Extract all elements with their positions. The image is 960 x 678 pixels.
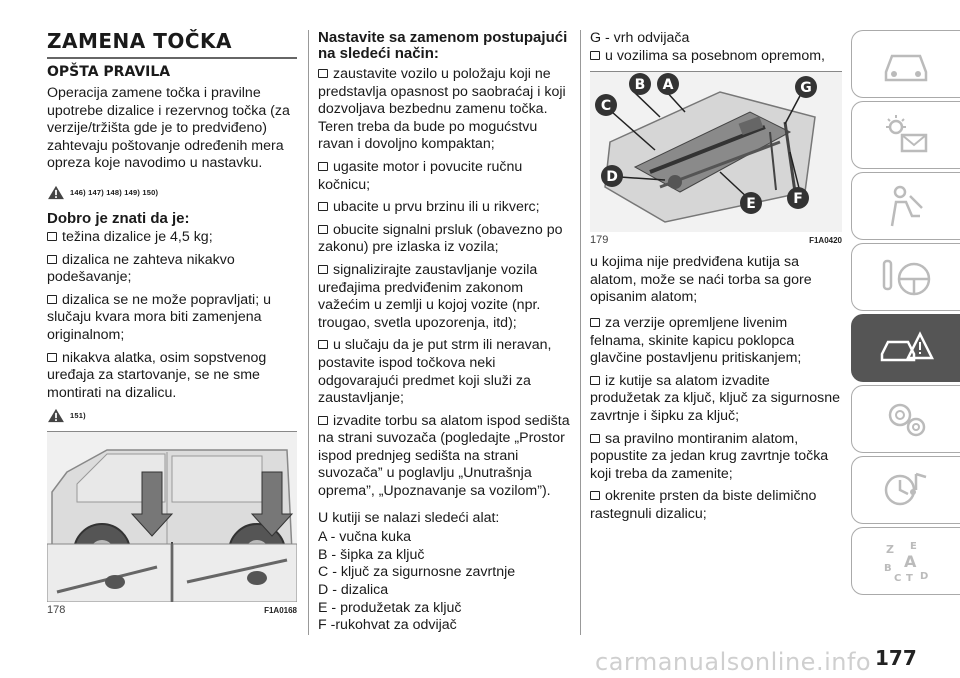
tool-kit-illustration xyxy=(590,72,842,232)
svg-text:F: F xyxy=(793,191,803,208)
figure-179 xyxy=(590,71,842,231)
tool-item: B - šipka za ključ xyxy=(318,546,425,563)
title-divider xyxy=(47,57,297,59)
list-item: za verzije opremljene livenim felnama, skinite kapicu poklopca glavčine postavljenu pritiskanjem; xyxy=(590,314,802,367)
column-divider xyxy=(308,30,309,635)
list-item: sa pravilno montiranim alatom, popustite za jedan krug zavrtnje točka koji treba da zamenite; xyxy=(590,430,829,482)
list-item: zaustavite vozilo u položaju koji ne predstavlja opasnost po saobraćaj i koji dozvoljava bezbednu zamenu točka. Teren treba da bude po mogućstvu ravan i dovoljno kompaktan; xyxy=(318,66,566,153)
page-number: 177 xyxy=(875,646,917,670)
left-column xyxy=(47,30,297,616)
list-item: nikakva alatka, osim sopstvenog uređaja za startovanje, se ne sme montirati na dizalicu. xyxy=(47,349,267,401)
good-to-know-heading: Dobro je znati da je: xyxy=(47,209,190,227)
list-item: iz kutije sa alatom izvadite produžetak za ključ, ključ za sigurnosne zavrtnje i šipku za ključ; xyxy=(590,372,840,424)
svg-text:T: T xyxy=(906,573,913,584)
bullet-icon xyxy=(590,491,600,500)
callout-label-e xyxy=(740,192,762,214)
list-item: okrenite prsten da biste delimično rastegnuli dizalicu; xyxy=(590,488,817,522)
maintenance-icon xyxy=(878,395,934,443)
warning-refs: 146) 147) 148) 149) 150) xyxy=(70,187,159,197)
figure-code: F1A0420 xyxy=(809,235,842,245)
svg-text:C: C xyxy=(894,573,902,584)
bullet-icon xyxy=(318,69,328,78)
list-item: u vozilima sa posebnom opremom, xyxy=(590,48,842,66)
car-dashboard-icon xyxy=(878,40,934,88)
warning-lights-icon xyxy=(878,111,934,159)
svg-text:E: E xyxy=(910,541,917,552)
figure-code: F1A0168 xyxy=(264,605,297,615)
svg-text:B: B xyxy=(884,563,892,574)
list-item: težina dizalice je 4,5 kg; xyxy=(47,229,297,247)
warning-refs: 151) xyxy=(70,411,86,421)
chapter-tabs xyxy=(851,30,960,598)
body-paragraph: u kojima nije predviđena kutija sa alatom, može se naći torba sa gore opisanim alatom; xyxy=(590,254,812,306)
tab-emergency[interactable] xyxy=(851,314,960,382)
list-item: ugasite motor i povucite ručnu kočnicu; xyxy=(318,158,523,193)
tool-item: G - vrh odvijača xyxy=(590,30,690,46)
index-icon xyxy=(878,537,934,585)
svg-text:C: C xyxy=(600,98,612,115)
figure-caption xyxy=(590,234,842,246)
warning-reference xyxy=(47,408,297,423)
watermark: carmanualsonline.info xyxy=(595,648,872,676)
svg-text:E: E xyxy=(746,196,756,213)
bullet-icon xyxy=(47,353,57,362)
bullet-icon xyxy=(318,202,328,211)
bullet-icon xyxy=(318,162,328,171)
tab-safety[interactable] xyxy=(851,172,960,240)
section-subtitle: OPŠTA PRAVILA xyxy=(47,64,171,80)
intro-paragraph: Operacija zamene točka i pravilne upotrebe dizalice i rezervnog točka (za verzije/tržišta gde je to predviđeno) zahtevaju poštovanje određenih mera opreza koje navodimo u nastavku. xyxy=(47,85,290,172)
emergency-icon xyxy=(878,324,934,372)
warning-reference xyxy=(47,185,297,200)
callout-label-a xyxy=(657,73,679,95)
warning-triangle-icon xyxy=(47,408,65,423)
svg-text:D: D xyxy=(606,169,618,186)
multimedia-icon xyxy=(878,466,934,514)
bullet-icon xyxy=(318,225,328,234)
page-title: ZAMENA TOČKA xyxy=(47,29,233,53)
tab-multimedia[interactable] xyxy=(851,456,960,524)
bullet-icon xyxy=(318,340,328,349)
tab-driving[interactable] xyxy=(851,243,960,311)
tool-item: C - ključ za sigurnosne zavrtnje xyxy=(318,564,516,581)
list-item: signalizirajte zaustavljanje vozila uređajima predviđenim zakonom važećim u zemlji u kojoj vozite (npr. trougao, svetla upozorenja, itd); xyxy=(318,261,541,331)
steering-key-icon xyxy=(878,253,934,301)
tool-item: A - vučna kuka xyxy=(318,529,412,546)
callout-label-c xyxy=(595,94,617,116)
list-item: izvadite torbu sa alatom ispod sedišta na strani suvozača (pogledajte „Prostor ispod prednjeg sedišta na strani suvozača” u poglavlju „Unutrašnja oprema”, „Upoznavanje sa vozilom”). xyxy=(318,412,570,500)
bullet-icon xyxy=(47,232,57,241)
figure-number: 179 xyxy=(590,234,609,247)
tab-index[interactable] xyxy=(851,527,960,595)
tab-warning-lights[interactable] xyxy=(851,101,960,169)
bullet-icon xyxy=(318,416,328,425)
tab-dashboard[interactable] xyxy=(851,30,960,98)
svg-text:D: D xyxy=(920,571,929,582)
callout-label-g xyxy=(795,76,817,98)
bullet-icon xyxy=(47,255,57,264)
warning-triangle-icon xyxy=(47,185,65,200)
tool-item: D - dizalica xyxy=(318,582,389,599)
tab-maintenance[interactable] xyxy=(851,385,960,453)
svg-text:B: B xyxy=(634,77,646,94)
middle-column xyxy=(318,30,572,635)
svg-text:A: A xyxy=(904,552,917,571)
tool-item: F -rukohvat za odvijač xyxy=(318,617,457,634)
bullet-icon xyxy=(590,434,600,443)
bullet-icon xyxy=(47,295,57,304)
figure-178 xyxy=(47,431,297,601)
callout-label-b xyxy=(629,73,651,95)
figure-caption xyxy=(47,604,297,616)
tools-intro: U kutiji se nalazi sledeći alat: xyxy=(318,509,500,526)
list-item: dizalica ne zahteva nikakvo podešavanje; xyxy=(47,251,235,286)
svg-text:A: A xyxy=(662,77,674,94)
bullet-icon xyxy=(590,51,600,60)
tool-item: E - produžetak za ključ xyxy=(318,599,462,616)
figure-number: 178 xyxy=(47,604,66,617)
seat-safety-icon xyxy=(878,182,934,230)
procedure-heading: Nastavite sa zamenom postupajući na sledeći način: xyxy=(318,29,568,62)
list-item: ubacite u prvu brzinu ili u rikverc; xyxy=(318,199,572,217)
right-column xyxy=(590,30,842,529)
svg-text:Z: Z xyxy=(886,543,894,556)
list-item: u slučaju da je put strm ili neravan, postavite ispod točkova neki odgovarajući predmet koji služi za zaustavljanje; xyxy=(318,337,552,407)
bullet-icon xyxy=(318,265,328,274)
svg-text:G: G xyxy=(800,80,812,97)
callout-label-f xyxy=(787,187,809,209)
list-item: obucite signalni prsluk (obavezno po zakonu) pre izlaska iz vozila; xyxy=(318,221,563,256)
list-item: dizalica se ne može popravljati; u slučaju kvara mora biti zamenjena originalnom; xyxy=(47,291,271,343)
bullet-icon xyxy=(590,318,600,327)
callout-label-d xyxy=(601,165,623,187)
bullet-icon xyxy=(590,376,600,385)
van-jack-points-illustration xyxy=(47,432,297,602)
column-divider xyxy=(580,30,581,635)
